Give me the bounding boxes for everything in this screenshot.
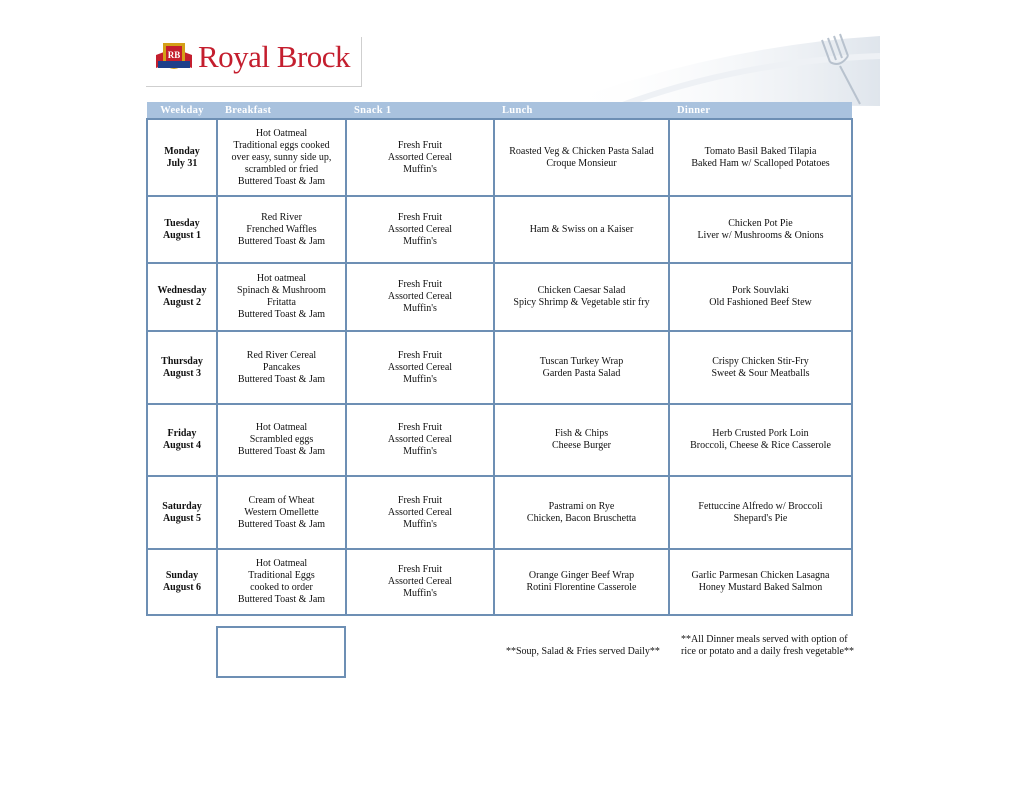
breakfast-item: Traditional eggs cooked xyxy=(233,139,330,151)
day-row xyxy=(147,549,852,615)
weekday-name: Saturday xyxy=(162,500,202,512)
breakfast-item: Red River xyxy=(261,211,302,223)
weekday-name: Thursday xyxy=(161,355,203,367)
dinner-item: Baked Ham w/ Scalloped Potatoes xyxy=(691,157,830,169)
header-dinner: Dinner xyxy=(669,102,852,119)
day-row xyxy=(147,476,852,549)
weekday-cell xyxy=(147,263,217,331)
snack-item: Fresh Fruit xyxy=(397,564,443,575)
snack-item: Fresh Fruit xyxy=(397,422,443,433)
breakfast-item: Fritatta xyxy=(267,297,296,308)
crest-icon xyxy=(154,41,194,77)
weekday-cell xyxy=(147,331,217,404)
weekday-date: July 31 xyxy=(166,157,198,169)
lunch-cell xyxy=(494,331,669,404)
breakfast-item: scrambled or fried xyxy=(244,163,319,175)
snack-item: Assorted Cereal xyxy=(387,434,453,445)
crest-text: RB xyxy=(167,50,181,60)
snack-item: Muffin's xyxy=(403,518,437,530)
breakfast-cell xyxy=(217,476,346,549)
weekly-menu-table xyxy=(146,102,853,616)
snack-item: Fresh Fruit xyxy=(397,139,443,151)
weekday-date: August 4 xyxy=(162,440,202,451)
snack-cell xyxy=(346,404,494,476)
dinner-item: Shepard's Pie xyxy=(733,512,788,524)
lunch-cell xyxy=(494,476,669,549)
breakfast-item: cooked to order xyxy=(250,582,313,593)
dinner-item: Herb Crusted Pork Loin xyxy=(712,428,809,439)
header-row xyxy=(147,102,852,119)
dinner-note: **All Dinner meals served with option of rice or potato and a daily fresh vegetable** xyxy=(681,634,854,657)
lunch-item: Garden Pasta Salad xyxy=(542,367,621,379)
header-breakfast: Breakfast xyxy=(217,102,346,119)
breakfast-item: over easy, sunny side up, xyxy=(231,151,332,163)
weekday-name: Tuesday xyxy=(164,217,200,229)
snack-item: Assorted Cereal xyxy=(387,291,453,302)
snack-cell xyxy=(346,119,494,196)
blank-box xyxy=(216,626,346,678)
day-row xyxy=(147,119,852,196)
header-weekday: Weekday xyxy=(147,102,217,119)
weekday-cell xyxy=(147,549,217,615)
breakfast-item: Frenched Waffles xyxy=(246,223,317,235)
snack-cell xyxy=(346,331,494,404)
breakfast-item: Western Omellette xyxy=(244,506,319,518)
weekday-date: August 3 xyxy=(162,367,202,379)
dinner-cell xyxy=(669,404,852,476)
lunch-item: Fish & Chips xyxy=(554,428,609,439)
breakfast-item: Buttered Toast & Jam xyxy=(237,594,326,605)
dinner-item: Crispy Chicken Stir-Fry xyxy=(712,355,809,367)
weekday-cell xyxy=(147,119,217,196)
breakfast-item: Scrambled eggs xyxy=(249,434,314,445)
breakfast-item: Buttered Toast & Jam xyxy=(237,446,326,457)
lunch-item: Chicken, Bacon Bruschetta xyxy=(526,512,637,524)
lunch-cell xyxy=(494,119,669,196)
dinner-cell xyxy=(669,196,852,263)
dinner-item: Liver w/ Mushrooms & Onions xyxy=(697,229,824,241)
snack-item: Fresh Fruit xyxy=(397,494,443,506)
weekday-date: August 2 xyxy=(162,297,202,308)
breakfast-cell xyxy=(217,331,346,404)
day-row xyxy=(147,404,852,476)
dinner-item: Honey Mustard Baked Salmon xyxy=(698,582,823,593)
lunch-note: **Soup, Salad & Fries served Daily** xyxy=(506,646,660,657)
lunch-cell xyxy=(494,404,669,476)
breakfast-cell xyxy=(217,549,346,615)
weekday-name: Sunday xyxy=(165,570,199,581)
snack-item: Muffin's xyxy=(403,588,437,599)
weekday-cell xyxy=(147,196,217,263)
breakfast-cell xyxy=(217,196,346,263)
breakfast-item: Buttered Toast & Jam xyxy=(237,235,326,247)
snack-cell xyxy=(346,263,494,331)
breakfast-cell xyxy=(217,263,346,331)
snack-cell xyxy=(346,549,494,615)
lunch-cell xyxy=(494,263,669,331)
dinner-item: Chicken Pot Pie xyxy=(728,217,793,229)
snack-item: Assorted Cereal xyxy=(387,223,453,235)
dinner-item: Pork Souvlaki xyxy=(732,285,789,296)
dinner-cell xyxy=(669,331,852,404)
snack-item: Fresh Fruit xyxy=(397,349,443,361)
day-row xyxy=(147,263,852,331)
breakfast-item: Buttered Toast & Jam xyxy=(237,175,326,187)
snack-item: Assorted Cereal xyxy=(387,506,453,518)
snack-cell xyxy=(346,196,494,263)
snack-item: Assorted Cereal xyxy=(387,576,453,587)
lunch-cell xyxy=(494,549,669,615)
dinner-item: Garlic Parmesan Chicken Lasagna xyxy=(691,570,830,581)
lunch-item: Chicken Caesar Salad xyxy=(537,285,626,296)
weekday-name: Monday xyxy=(164,145,200,157)
day-row xyxy=(147,331,852,404)
dinner-cell xyxy=(669,263,852,331)
breakfast-item: Spinach & Mushroom xyxy=(237,285,326,296)
breakfast-item: Buttered Toast & Jam xyxy=(237,309,326,320)
snack-cell xyxy=(346,476,494,549)
weekday-cell xyxy=(147,404,217,476)
dinner-item: Broccoli, Cheese & Rice Casserole xyxy=(690,440,831,451)
breakfast-cell xyxy=(217,119,346,196)
weekday-date: August 6 xyxy=(162,582,202,593)
lunch-item: Orange Ginger Beef Wrap xyxy=(528,570,635,581)
snack-item: Muffin's xyxy=(403,235,437,247)
breakfast-item: Buttered Toast & Jam xyxy=(237,518,326,530)
breakfast-item: Hot oatmeal xyxy=(256,273,307,284)
breakfast-item: Cream of Wheat xyxy=(248,494,315,506)
snack-item: Fresh Fruit xyxy=(397,279,443,290)
lunch-item: Spicy Shrimp & Vegetable stir fry xyxy=(513,297,650,308)
breakfast-item: Hot Oatmeal xyxy=(255,422,308,433)
snack-item: Muffin's xyxy=(403,303,437,314)
dinner-item: Fettuccine Alfredo w/ Broccoli xyxy=(698,500,823,512)
weekday-date: August 1 xyxy=(162,229,202,241)
snack-item: Fresh Fruit xyxy=(397,211,443,223)
header-snack: Snack 1 xyxy=(346,102,494,119)
cutlery-decoration xyxy=(560,26,880,106)
dinner-item: Sweet & Sour Meatballs xyxy=(711,367,810,379)
snack-item: Muffin's xyxy=(403,163,437,175)
breakfast-item: Buttered Toast & Jam xyxy=(237,373,326,385)
lunch-item: Cheese Burger xyxy=(552,440,611,451)
lunch-item: Tuscan Turkey Wrap xyxy=(539,355,624,367)
lunch-item: Croque Monsieur xyxy=(546,157,617,169)
lunch-item: Pastrami on Rye xyxy=(548,500,615,512)
weekday-name: Wednesday xyxy=(157,285,207,296)
breakfast-item: Pancakes xyxy=(262,361,301,373)
brand-name: Royal Brock xyxy=(198,39,351,74)
lunch-item: Ham & Swiss on a Kaiser xyxy=(529,223,634,235)
snack-item: Assorted Cereal xyxy=(387,151,453,163)
lunch-item: Roasted Veg & Chicken Pasta Salad xyxy=(509,145,654,157)
lunch-cell xyxy=(494,196,669,263)
snack-item: Assorted Cereal xyxy=(387,361,453,373)
lunch-item: Rotini Florentine Casserole xyxy=(526,582,637,593)
snack-item: Muffin's xyxy=(403,446,437,457)
breakfast-item: Hot Oatmeal xyxy=(255,127,308,139)
dinner-item: Tomato Basil Baked Tilapia xyxy=(704,145,817,157)
weekday-name: Friday xyxy=(167,428,197,439)
breakfast-cell xyxy=(217,404,346,476)
weekday-date: August 5 xyxy=(162,512,202,524)
snack-item: Muffin's xyxy=(403,373,437,385)
header-lunch: Lunch xyxy=(494,102,669,119)
breakfast-item: Hot Oatmeal xyxy=(255,558,308,569)
dinner-item: Old Fashioned Beef Stew xyxy=(709,297,812,308)
dinner-cell xyxy=(669,549,852,615)
breakfast-item: Red River Cereal xyxy=(246,349,317,361)
dinner-cell xyxy=(669,119,852,196)
brand-logo xyxy=(146,37,362,87)
weekday-cell xyxy=(147,476,217,549)
dinner-cell xyxy=(669,476,852,549)
breakfast-item: Traditional Eggs xyxy=(248,570,315,581)
day-row xyxy=(147,196,852,263)
